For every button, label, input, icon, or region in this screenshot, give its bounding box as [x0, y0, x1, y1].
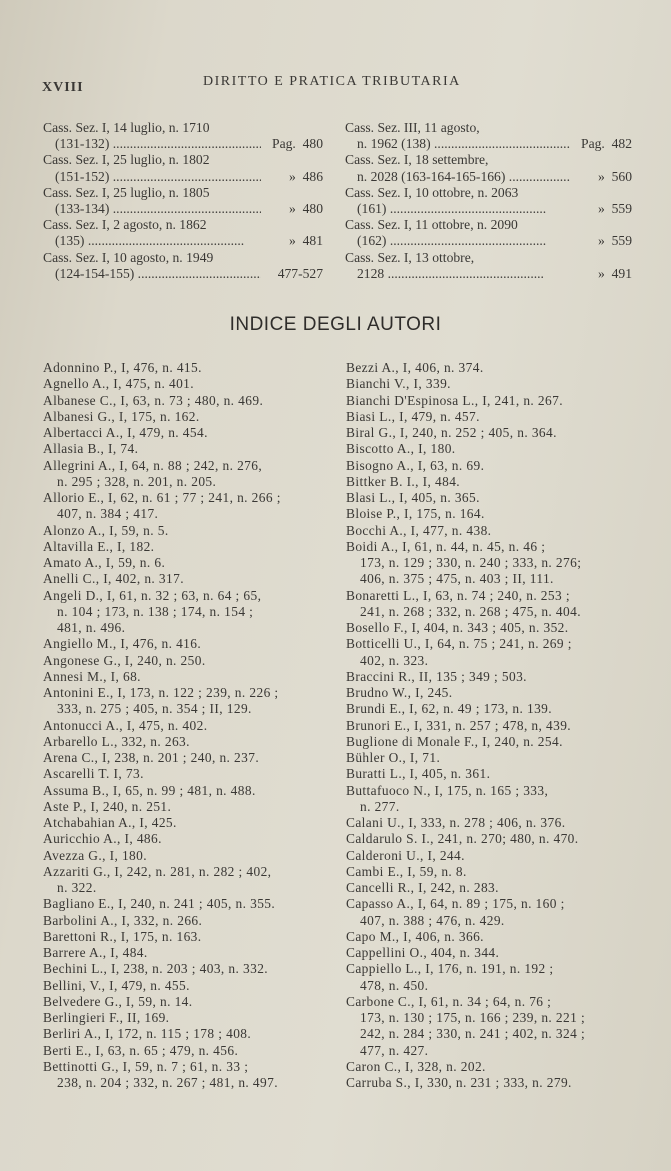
- page-number: XVIII: [42, 80, 84, 95]
- index-entry-line: Blasi L., I, 405, n. 365.: [346, 490, 480, 505]
- index-entry: [346, 523, 641, 539]
- citation-page: [261, 233, 323, 249]
- page-value: 482: [611, 136, 632, 152]
- index-entry: [43, 913, 328, 929]
- index-entry-line: Buttafuoco N., I, 175, n. 165 ; 333,: [346, 782, 549, 798]
- citation-detail-line: [345, 169, 632, 185]
- index-entry-line: Barbolini A., I, 332, n. 266.: [43, 912, 203, 928]
- citation-ref: 2128 .....: [357, 266, 570, 282]
- author-index-left: [43, 360, 328, 1091]
- citation-detail-line: [345, 266, 632, 282]
- index-entry: [43, 750, 328, 766]
- citation-detail-line: [345, 136, 632, 152]
- citation-title: Cass. Sez. I, 10 ottobre, n. 2063: [345, 184, 519, 200]
- index-entry-line: Adonnino P., I, 476, n. 415.: [43, 360, 202, 375]
- citation-ref: (151-152) .....: [55, 169, 261, 185]
- index-entry: [346, 458, 641, 474]
- index-entry-line: n. 277.: [360, 798, 400, 814]
- citation-ref: (133-134) .....: [55, 201, 261, 217]
- index-entry-line: Carruba S., I, 330, n. 231 ; 333, n. 279.: [346, 1075, 572, 1090]
- index-entry-line: 478, n. 450.: [360, 977, 429, 993]
- index-entry-line: Barettoni R., I, 175, n. 163.: [43, 928, 202, 944]
- page-prefix: Pag.: [581, 136, 605, 152]
- index-entry: [346, 929, 641, 945]
- index-entry-line: Biral G., I, 240, n. 252 ; 405, n. 364.: [346, 425, 557, 440]
- index-entry: [346, 848, 641, 864]
- citation-page: [570, 169, 632, 185]
- index-entry: [346, 425, 641, 441]
- index-entry-line: Capasso A., I, 64, n. 89 ; 175, n. 160 ;: [346, 896, 565, 912]
- index-entry: [43, 685, 328, 718]
- index-entry: [43, 393, 328, 409]
- index-entry-line: Calderoni U., I, 244.: [346, 847, 465, 863]
- citation-page: [570, 201, 632, 217]
- citation-detail-line: [43, 233, 323, 249]
- index-entry-line: Buratti L., I, 405, n. 361.: [346, 766, 491, 782]
- index-entry-line: Arbarello L., 332, n. 263.: [43, 733, 190, 749]
- index-entry-line: Alonzo A., I, 59, n. 5.: [43, 522, 169, 538]
- index-entry-line: Berliri A., I, 172, n. 115 ; 178 ; 408.: [43, 1026, 252, 1042]
- index-entry: [43, 409, 328, 425]
- index-entry-line: 402, n. 323.: [360, 652, 429, 668]
- citation-title: Cass. Sez. I, 25 luglio, n. 1802: [43, 152, 210, 168]
- index-entry: [43, 896, 328, 912]
- citation-entry: [43, 185, 323, 217]
- index-entry-line: Bittker B. I., I, 484.: [346, 473, 461, 489]
- index-entry: [346, 441, 641, 457]
- page-value: 480: [302, 136, 323, 152]
- index-entry-line: Bezzi A., I, 406, n. 374.: [346, 360, 484, 375]
- citation-entry: [43, 152, 323, 184]
- index-entry-line: Bloise P., I, 175, n. 164.: [346, 506, 485, 522]
- index-entry-line: Buglione di Monale F., I, 240, n. 254.: [346, 733, 563, 749]
- index-entry-line: 406, n. 375 ; 475, n. 403 ; II, 111.: [360, 571, 554, 587]
- index-entry: [346, 831, 641, 847]
- index-entry-line: 333, n. 275 ; 405, n. 354 ; II, 129.: [57, 701, 252, 717]
- index-entry: [346, 734, 641, 750]
- citation-detail-line: [43, 136, 323, 152]
- index-entry: [43, 1010, 328, 1026]
- index-entry: [43, 994, 328, 1010]
- index-entry-line: Auricchio A., I, 486.: [43, 831, 162, 847]
- index-entry: [43, 945, 328, 961]
- citation-entry: [43, 250, 323, 282]
- index-entry: [346, 945, 641, 961]
- index-entry-line: Bosello F., I, 404, n. 343 ; 405, n. 352.: [346, 620, 569, 635]
- index-entry-line: Brunori E., I, 331, n. 257 ; 478, n, 439.: [346, 717, 572, 733]
- index-entry-line: Bechini L., I, 238, n. 203 ; 403, n. 332.: [43, 961, 269, 977]
- index-entry-line: Amato A., I, 59, n. 6.: [43, 555, 166, 570]
- page-value: 559: [611, 201, 632, 217]
- index-entry-line: Assuma B., I, 65, n. 99 ; 481, n. 488.: [43, 782, 256, 798]
- index-entry-line: 407, n. 384 ; 417.: [57, 506, 159, 522]
- index-entry: [43, 441, 328, 457]
- index-entry: [346, 994, 641, 1059]
- citation-ref: (124-154-155) .....: [55, 266, 261, 282]
- citation-entry: [345, 120, 632, 152]
- index-entry-line: Azzariti G., I, 242, n. 281, n. 282 ; 402,: [43, 863, 272, 879]
- index-entry-line: Bettinotti G., I, 59, n. 7 ; 61, n. 33 ;: [43, 1058, 249, 1074]
- index-entry-line: Angiello M., I, 476, n. 416.: [43, 636, 202, 652]
- page-value: 560: [611, 168, 632, 184]
- index-entry-line: Brundi E., I, 62, n. 49 ; 173, n. 139.: [346, 701, 553, 717]
- index-entry: [43, 669, 328, 685]
- index-entry-line: Annesi M., I, 68.: [43, 668, 141, 684]
- citation-ref: n. 1962 (138) .....: [357, 136, 570, 152]
- citation-title: Cass. Sez. I, 11 ottobre, n. 2090: [345, 217, 518, 233]
- index-entry-line: Avezza G., I, 180.: [43, 847, 147, 863]
- index-entry: [346, 1075, 641, 1091]
- citation-title: Cass. Sez. I, 18 settembre,: [345, 152, 489, 168]
- index-entry: [346, 783, 641, 816]
- index-entry: [43, 555, 328, 571]
- index-entry: [346, 393, 641, 409]
- index-entry: [43, 490, 328, 523]
- index-entry-line: Altavilla E., I, 182.: [43, 538, 155, 554]
- index-entry: [346, 766, 641, 782]
- index-entry: [43, 653, 328, 669]
- index-entry-line: Berti E., I, 63, n. 65 ; 479, n. 456.: [43, 1042, 239, 1058]
- index-entry: [43, 929, 328, 945]
- index-entry-line: Allorio E., I, 62, n. 61 ; 77 ; 241, n. 266 ;: [43, 490, 281, 505]
- citation-ref: (135) .....: [55, 233, 261, 249]
- index-entry: [346, 620, 641, 636]
- index-entry-line: Braccini R., II, 135 ; 349 ; 503.: [346, 668, 527, 684]
- citation-ref: (161) .....: [357, 201, 570, 217]
- index-entry-line: Barrere A., I, 484.: [43, 945, 148, 960]
- index-entry: [346, 360, 641, 376]
- index-entry-line: 477, n. 427.: [360, 1042, 429, 1058]
- index-entry-line: Bianchi D'Espinosa L., I, 241, n. 267.: [346, 392, 563, 408]
- index-entry: [43, 571, 328, 587]
- citation-entry: [345, 217, 632, 249]
- index-entry-line: Capo M., I, 406, n. 366.: [346, 928, 484, 944]
- citation-title: Cass. Sez. I, 2 agosto, n. 1862: [43, 217, 207, 233]
- citation-page: [261, 169, 323, 185]
- index-entry: [346, 409, 641, 425]
- index-entry: [346, 880, 641, 896]
- index-entry-line: Angonese G., I, 240, n. 250.: [43, 652, 206, 668]
- index-entry: [346, 1059, 641, 1075]
- index-entry-line: 241, n. 268 ; 332, n. 268 ; 475, n. 404.: [360, 603, 581, 619]
- index-entry: [43, 718, 328, 734]
- citation-entry: [345, 152, 632, 184]
- citation-entry: [345, 185, 632, 217]
- index-entry: [43, 864, 328, 897]
- index-entry: [43, 734, 328, 750]
- citation-detail-line: [43, 201, 323, 217]
- index-entry: [346, 701, 641, 717]
- citation-title: Cass. Sez. III, 11 agosto,: [345, 120, 480, 135]
- index-entry: [346, 588, 641, 621]
- index-entry: [43, 539, 328, 555]
- index-entry-line: Bagliano E., I, 240, n. 241 ; 405, n. 355.: [43, 896, 276, 912]
- index-entry: [43, 360, 328, 376]
- index-entry: [43, 848, 328, 864]
- index-entry-line: n. 104 ; 173, n. 138 ; 174, n. 154 ;: [57, 603, 254, 619]
- index-entry-line: Atchabahian A., I, 425.: [43, 815, 177, 830]
- citation-ref: (131-132) .....: [55, 136, 261, 152]
- index-entry-line: Ascarelli T. I, 73.: [43, 766, 144, 782]
- index-entry-line: n. 295 ; 328, n. 201, n. 205.: [57, 473, 217, 489]
- index-entry: [43, 815, 328, 831]
- citation-detail-line: [43, 169, 323, 185]
- page-value: 481: [302, 233, 323, 249]
- citations-right: [345, 120, 632, 282]
- citation-ref: n. 2028 (163-164-165-166) .....: [357, 169, 570, 185]
- index-entry-line: Brudno W., I, 245.: [346, 685, 453, 700]
- index-entry: [346, 815, 641, 831]
- citation-page: [261, 266, 323, 282]
- index-entry: [43, 783, 328, 799]
- index-entry-line: Angeli D., I, 61, n. 32 ; 63, n. 64 ; 65,: [43, 587, 262, 603]
- index-entry: [346, 750, 641, 766]
- citation-page: [261, 201, 323, 217]
- index-entry: [43, 766, 328, 782]
- index-entry: [43, 376, 328, 392]
- citation-detail-line: [345, 233, 632, 249]
- index-entry: [43, 523, 328, 539]
- index-entry-line: Arena C., I, 238, n. 201 ; 240, n. 237.: [43, 750, 260, 765]
- index-entry-line: Anelli C., I, 402, n. 317.: [43, 571, 184, 587]
- page-value: 491: [611, 265, 632, 281]
- index-entry: [43, 831, 328, 847]
- index-entry: [346, 506, 641, 522]
- index-entry-line: 242, n. 284 ; 330, n. 241 ; 402, n. 324 ;: [360, 1026, 586, 1042]
- index-entry: [346, 961, 641, 994]
- page-prefix: »: [598, 168, 605, 184]
- index-entry: [346, 539, 641, 588]
- index-entry-line: Agnello A., I, 475, n. 401.: [43, 376, 195, 392]
- citation-page: [570, 136, 632, 152]
- running-title: DIRITTO E PRATICA TRIBUTARIA: [203, 74, 461, 89]
- citation-entry: [345, 250, 632, 282]
- page-prefix: »: [598, 201, 605, 217]
- citation-entry: [43, 120, 323, 152]
- index-entry-line: Calani U., I, 333, n. 278 ; 406, n. 376.: [346, 815, 566, 830]
- index-entry-line: n. 322.: [57, 880, 97, 895]
- index-entry-line: Cambi E., I, 59, n. 8.: [346, 863, 467, 879]
- index-entry-line: Aste P., I, 240, n. 251.: [43, 798, 172, 814]
- index-entry-line: Allegrini A., I, 64, n. 88 ; 242, n. 276,: [43, 457, 263, 473]
- index-entry-line: Cappellini O., 404, n. 344.: [346, 945, 500, 960]
- index-entry: [43, 425, 328, 441]
- index-entry-line: Biscotto A., I, 180.: [346, 441, 456, 457]
- index-entry-line: 173, n. 129 ; 330, n. 240 ; 333, n. 276;: [360, 555, 582, 570]
- page-prefix: Pag.: [272, 136, 296, 152]
- citation-title: Cass. Sez. I, 25 luglio, n. 1805: [43, 184, 210, 200]
- index-entry-line: Bühler O., I, 71.: [346, 750, 441, 765]
- index-entry: [346, 896, 641, 929]
- index-entry: [346, 474, 641, 490]
- index-entry-line: Antonini E., I, 173, n. 122 ; 239, n. 226 ;: [43, 685, 279, 700]
- index-entry: [43, 961, 328, 977]
- index-entry: [43, 978, 328, 994]
- citation-title: Cass. Sez. I, 14 luglio, n. 1710: [43, 120, 210, 135]
- index-entry: [346, 490, 641, 506]
- index-entry-line: Caldarulo S. I., 241, n. 270; 480, n. 470.: [346, 831, 579, 847]
- index-entry-line: 407, n. 388 ; 476, n. 429.: [360, 912, 505, 928]
- index-entry: [346, 718, 641, 734]
- index-entry-line: Bellini, V., I, 479, n. 455.: [43, 977, 190, 993]
- index-entry-line: Albanesi G., I, 175, n. 162.: [43, 408, 200, 424]
- index-entry: [43, 1026, 328, 1042]
- index-entry: [43, 1043, 328, 1059]
- citation-detail-line: [345, 201, 632, 217]
- page-prefix: »: [289, 201, 296, 217]
- page-prefix: »: [598, 265, 605, 281]
- index-entry-line: Albertacci A., I, 479, n. 454.: [43, 425, 208, 440]
- index-entry: [43, 799, 328, 815]
- index-entry-line: Allasia B., I, 74.: [43, 441, 139, 457]
- citation-entry: [43, 217, 323, 249]
- citation-page: [261, 136, 323, 152]
- citation-title: Cass. Sez. I, 10 agosto, n. 1949: [43, 249, 214, 265]
- index-entry-line: Boidi A., I, 61, n. 44, n. 45, n. 46 ;: [346, 538, 546, 554]
- index-entry-line: Albanese C., I, 63, n. 73 ; 480, n. 469.: [43, 392, 264, 408]
- index-entry-line: Bocchi A., I, 477, n. 438.: [346, 522, 492, 538]
- index-entry-line: Berlingieri F., II, 169.: [43, 1010, 170, 1025]
- index-entry-line: Cappiello L., I, 176, n. 191, n. 192 ;: [346, 961, 554, 977]
- section-title: INDICE DEGLI AUTORI: [229, 314, 442, 335]
- index-entry-line: Antonucci A., I, 475, n. 402.: [43, 717, 208, 733]
- index-entry-line: Belvedere G., I, 59, n. 14.: [43, 993, 193, 1009]
- author-index-right: [346, 360, 641, 1091]
- index-entry: [346, 376, 641, 392]
- index-entry-line: Botticelli U., I, 64, n. 75 ; 241, n. 269 ;: [346, 636, 572, 652]
- index-entry-line: 238, n. 204 ; 332, n. 267 ; 481, n. 497.: [57, 1075, 278, 1090]
- citation-detail-line: [43, 266, 323, 282]
- index-entry-line: Cancelli R., I, 242, n. 283.: [346, 880, 499, 895]
- index-entry-line: Carbone C., I, 61, n. 34 ; 64, n. 76 ;: [346, 993, 552, 1009]
- index-entry: [346, 685, 641, 701]
- citation-page: [570, 233, 632, 249]
- index-entry-line: Caron C., I, 328, n. 202.: [346, 1058, 486, 1074]
- page-prefix: »: [289, 233, 296, 249]
- page-value: 486: [302, 168, 323, 184]
- index-entry: [43, 458, 328, 491]
- page-value: 477-527: [277, 265, 323, 281]
- citations-left: [43, 120, 323, 282]
- index-entry: [43, 588, 328, 637]
- index-entry-line: Bianchi V., I, 339.: [346, 376, 451, 392]
- index-entry-line: 173, n. 130 ; 175, n. 166 ; 239, n. 221 ;: [360, 1010, 586, 1025]
- index-entry: [346, 864, 641, 880]
- index-entry-line: Bisogno A., I, 63, n. 69.: [346, 457, 485, 473]
- index-entry: [43, 636, 328, 652]
- index-entry: [346, 636, 641, 669]
- page-prefix: »: [289, 168, 296, 184]
- index-entry: [346, 669, 641, 685]
- index-entry-line: Bonaretti L., I, 63, n. 74 ; 240, n. 253 ;: [346, 587, 570, 603]
- page-value: 559: [611, 233, 632, 249]
- page-prefix: »: [598, 233, 605, 249]
- page-value: 480: [302, 201, 323, 217]
- index-entry-line: Biasi L., I, 479, n. 457.: [346, 408, 480, 424]
- citation-ref: (162) .....: [357, 233, 570, 249]
- index-entry: [43, 1059, 328, 1092]
- index-entry-line: 481, n. 496.: [57, 620, 126, 635]
- citation-page: [570, 266, 632, 282]
- citation-title: Cass. Sez. I, 13 ottobre,: [345, 249, 475, 265]
